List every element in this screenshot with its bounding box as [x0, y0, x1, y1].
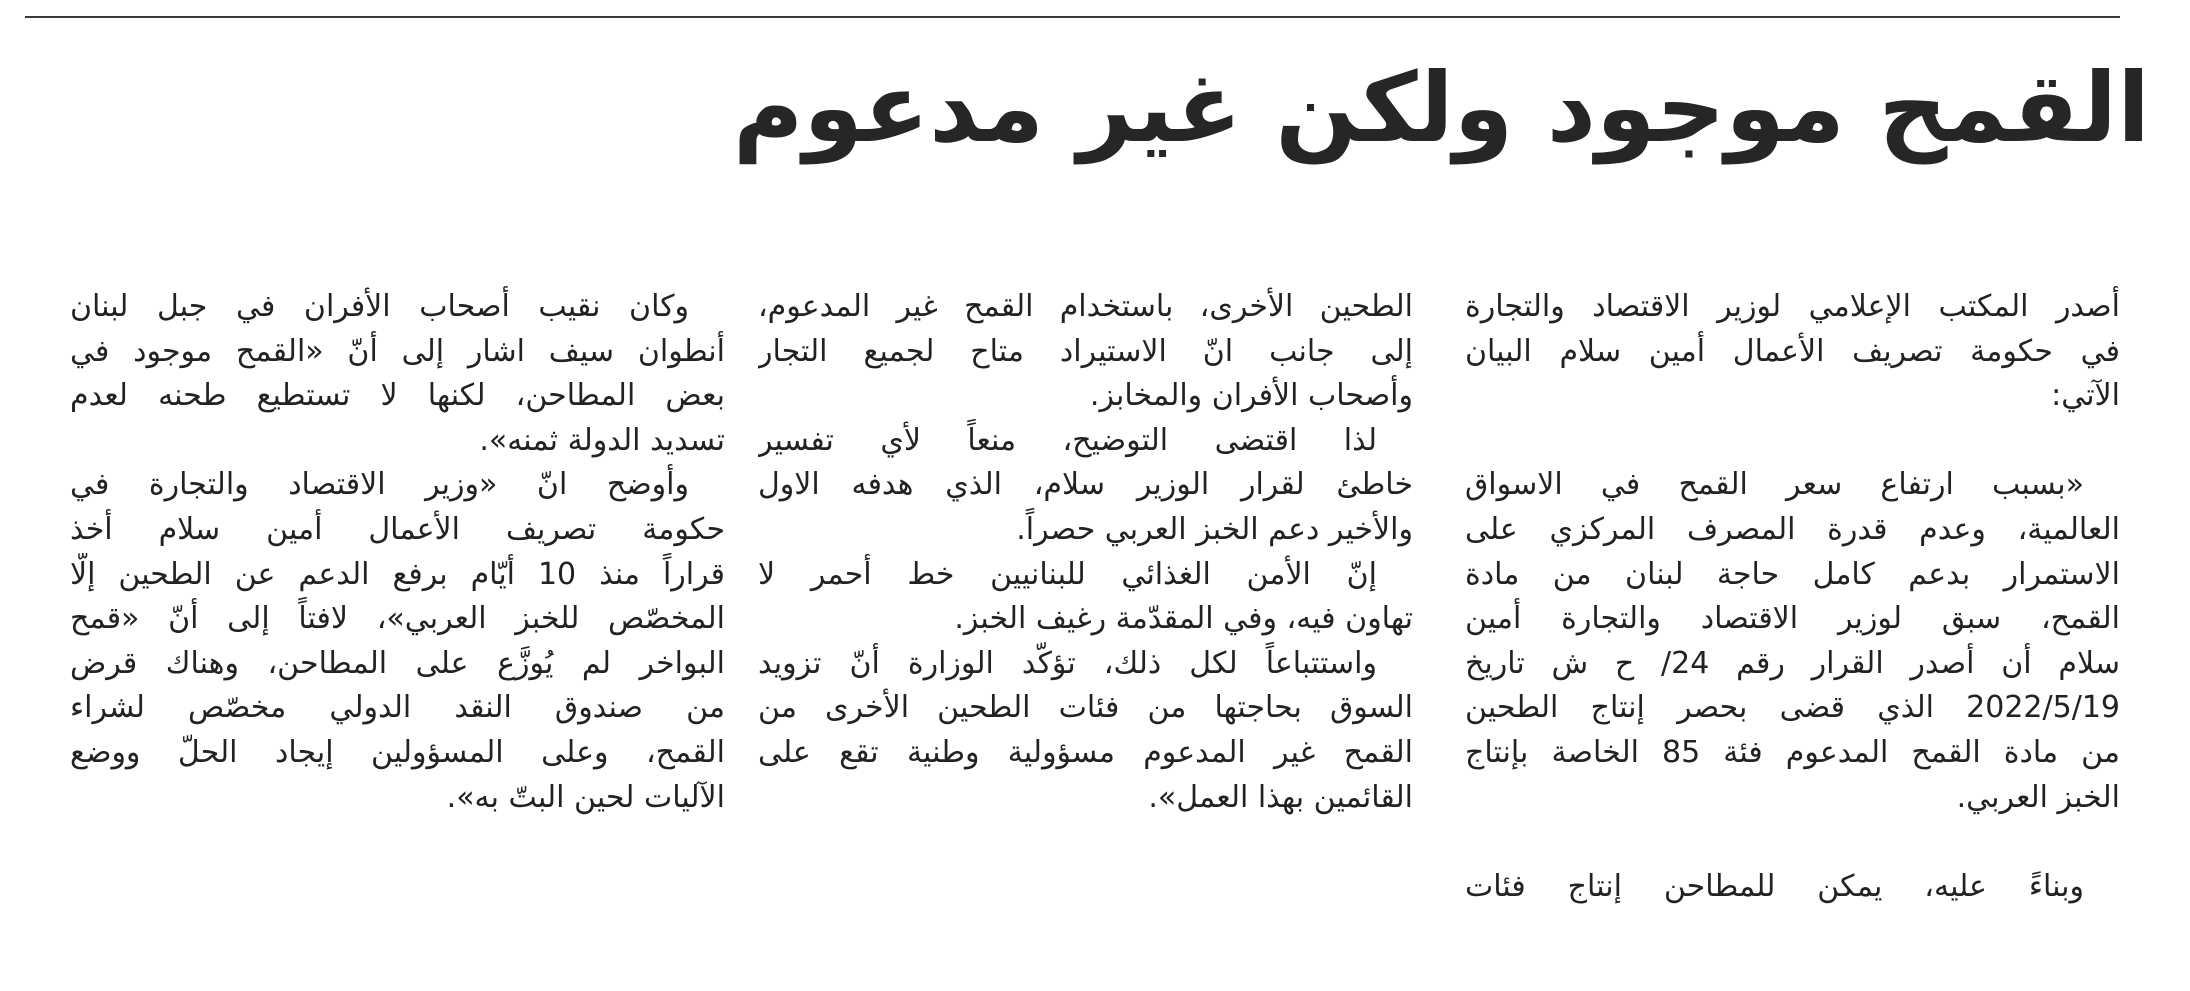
- article-text-line: خاطئ لقرار الوزير سلام، الذي هدفه الاول: [758, 467, 1413, 503]
- article-text-line: حكومة تصريف الأعمال أمين سلام أخذ: [70, 511, 725, 547]
- article-text-line: أصدر المكتب الإعلامي لوزير الاقتصاد والتجارة: [1465, 289, 2120, 324]
- article-text-line: والأخير دعم الخبز العربي حصراً.: [1016, 511, 1413, 547]
- article-text-line: وأصحاب الأفران والمخابز.: [1089, 378, 1413, 414]
- article-text-line: أنطوان سيف اشار إلى أنّ «القمح موجود في: [70, 333, 725, 369]
- article-text-line: وبناءً عليه، يمكن للمطاحن إنتاج فئات: [1465, 868, 2084, 904]
- article-text-line: 2022/5/19 الذي قضى بحصر إنتاج الطحين: [1465, 690, 2120, 726]
- article-text-line: الآليات لحين البتّ به».: [446, 779, 725, 815]
- article-text-line: الآتي:: [2051, 378, 2120, 414]
- article-text-line: بعض المطاحن، لكنها لا تستطيع طحنه لعدم: [70, 378, 725, 414]
- article-text-line: القمح غير المدعوم مسؤولية وطنية تقع على: [758, 734, 1413, 770]
- article-text-line: الطحين الأخرى، باستخدام القمح غير المدعوم،: [758, 289, 1413, 324]
- article-text-line: «بسبب ارتفاع سعر القمح في الاسواق: [1465, 467, 2084, 503]
- article-text-line: القائمين بهذا العمل».: [1148, 779, 1413, 815]
- article-text-line: في حكومة تصريف الأعمال أمين سلام البيان: [1465, 333, 2120, 369]
- article-text-line: وأوضح انّ «وزير الاقتصاد والتجارة في: [70, 467, 689, 503]
- article-text-line: من صندوق النقد الدولي مخصّص لشراء: [70, 690, 725, 726]
- article-text-line: البواخر لم يُوزَّع على المطاحن، وهناك قرض: [70, 645, 725, 681]
- article-text-line: سلام أن أصدر القرار رقم 24/ ح ش تاريخ: [1465, 645, 2120, 681]
- article-text-line: تهاون فيه، وفي المقدّمة رغيف الخبز.: [954, 601, 1413, 637]
- article-text-line: تسديد الدولة ثمنه».: [479, 422, 725, 458]
- article-text-line: واستتباعاً لكل ذلك، تؤكّد الوزارة أنّ تزويد: [758, 645, 1377, 681]
- article-text-line: قراراً منذ 10 أيّام برفع الدعم عن الطحين إلّا: [70, 556, 725, 592]
- article-text-line: من مادة القمح المدعوم فئة 85 الخاصة بإنتاج: [1465, 734, 2120, 770]
- article-text-line: القمح، وعلى المسؤولين إيجاد الحلّ ووضع: [70, 734, 725, 770]
- article-column-3: [70, 285, 725, 820]
- article-text-line: القمح، سبق لوزير الاقتصاد والتجارة أمين: [1465, 601, 2120, 637]
- paragraph-gap: [1465, 820, 2120, 865]
- article-text-line: العالمية، وعدم قدرة المصرف المركزي على: [1465, 511, 2120, 547]
- article-text-line: السوق بحاجتها من فئات الطحين الأخرى من: [758, 690, 1413, 726]
- article-text-line: الاستمرار بدعم كامل حاجة لبنان من مادة: [1465, 556, 2120, 592]
- article-text-line: إنّ الأمن الغذائي للبنانيين خط أحمر لا: [758, 556, 1377, 592]
- article-text-line: الخبز العربي.: [1956, 779, 2120, 815]
- paragraph-gap: [1465, 419, 2120, 464]
- article-column-2: [758, 285, 1413, 820]
- article-column-1: [1465, 285, 2120, 909]
- article-text-line: لذا اقتضى التوضيح، منعاً لأي تفسير: [758, 422, 1377, 458]
- article-text-line: المخصّص للخبز العربي»، لافتاً إلى أنّ «قمح: [70, 601, 725, 637]
- top-rule: [25, 16, 2120, 18]
- article-headline: القمح موجود ولكن غير مدعوم: [733, 52, 2150, 164]
- article-text-line: وكان نقيب أصحاب الأفران في جبل لبنان: [70, 289, 689, 324]
- article-text-line: إلى جانب انّ الاستيراد متاح لجميع التجار: [758, 333, 1413, 369]
